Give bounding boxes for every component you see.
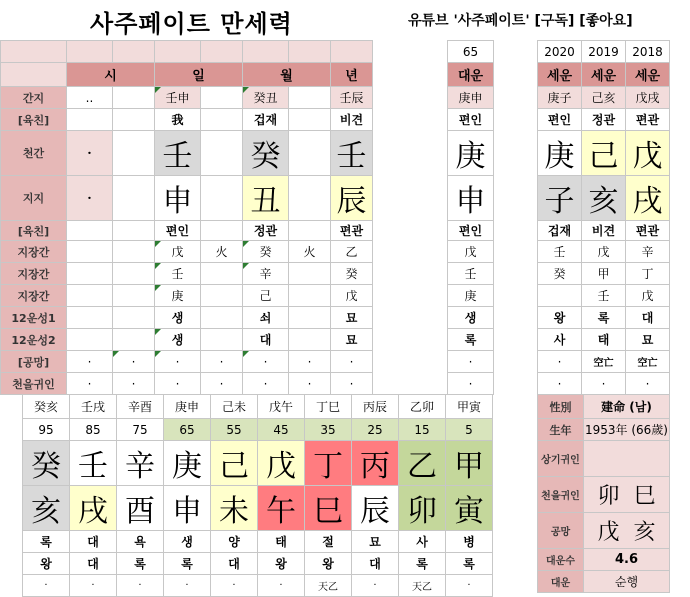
daeun-ganji: 辛酉 [117,395,164,419]
daeun-extra: 天乙 [305,575,352,597]
gongmang-cell: · [243,351,289,373]
jiji-hour: · [67,176,113,221]
daeun-ganji: 戊午 [258,395,305,419]
col-year: 년 [331,63,373,87]
seun-yukchin: 정관 [582,109,626,131]
row-label-gongmang: [공망] [1,351,67,373]
row-label-cheoneul: 천을귀인 [1,373,67,395]
seun-ganji: 戊戌 [626,87,670,109]
cheoneul-value: 卯 [597,484,620,509]
daeun-unseong-1: 생 [448,307,494,329]
daeun-age: 95 [23,419,70,441]
cheoneul-cell: · [201,373,243,395]
seun-gongmang: 空亡 [626,351,670,373]
seun-yukchin: 편관 [626,109,670,131]
daeun-branch: 酉 [117,486,164,531]
yukchin2-day: 편인 [155,221,201,241]
daeunsu-label: 대운수 [538,549,584,571]
cheoneul-cell: · [289,373,331,395]
cheongan-year: 壬 [331,131,373,176]
daeun-ganji: 壬戌 [70,395,117,419]
seun-cheongan: 己 [582,131,626,176]
daeun-list-table [22,394,493,597]
daeun-age: 65 [164,419,211,441]
daeun-unseong-2: 왕 [305,553,352,575]
daeun-unseong-1: 병 [446,531,493,553]
yukchin2-month: 정관 [243,221,289,241]
daeun-stem: 己 [211,441,258,486]
seun-jiji: 戌 [626,176,670,221]
seun-gongmang: · [538,351,582,373]
daeun-stem: 癸 [23,441,70,486]
daeun-ganji: 丁巳 [305,395,352,419]
saju-main-table [0,40,403,395]
seun-unseong: 대 [626,307,670,329]
daeun-jijang-2: 壬 [448,263,494,285]
daeun-age: 85 [70,419,117,441]
ganji-year: 壬辰 [331,87,373,109]
row-label-jijang-1: 지장간 [1,241,67,263]
seun-jijang: 壬 [582,285,626,307]
daeun-branch: 寅 [446,486,493,531]
seun-yukchin: 편인 [538,109,582,131]
row-label-unseong-1: 12운성1 [1,307,67,329]
daeun-unseong-2: 록 [117,553,164,575]
col-day: 일 [155,63,243,87]
seun-unseong: 록 [582,307,626,329]
row-label-ganji: 간지 [1,87,67,109]
daeun-unseong-2: 대 [352,553,399,575]
jijang2-year: 癸 [331,263,373,285]
gongmang-values [584,513,670,549]
daeun-direction-value: 순행 [584,571,670,593]
seun-ganji: 己亥 [582,87,626,109]
jiji-month: 丑 [243,176,289,221]
daeun-ganji: 丙辰 [352,395,399,419]
gongmang-cell: · [67,351,113,373]
jijang3-day: 庚 [155,285,201,307]
daeun-age: 35 [305,419,352,441]
info-panel [537,394,670,593]
daeun-unseong-1: 대 [70,531,117,553]
daeun-unseong-1: 태 [258,531,305,553]
yukchin-month: 겁재 [243,109,289,131]
seun-cheoneul: · [582,373,626,395]
gender-value: 建命 (남) [584,395,670,419]
daeun-extra: · [70,575,117,597]
row-label-jiji: 지지 [1,176,67,221]
row-label-jijang-2: 지장간 [1,263,67,285]
daeun-jijang-1: 戊 [448,241,494,263]
gongmang-value: 戊 [597,520,620,545]
cheoneul-label: 천을귀인 [538,477,584,513]
jijang1-month-extra: 火 [289,241,331,263]
seun-jijang: 丁 [626,263,670,285]
unseong1-month: 쇠 [243,307,289,329]
gongmang-cell: · [113,351,155,373]
daeun-unseong-1: 생 [164,531,211,553]
daeun-unseong-2: 록 [164,553,211,575]
row-label-unseong-2: 12운성2 [1,329,67,351]
daeun-branch: 亥 [23,486,70,531]
daeun-extra: 天乙 [399,575,446,597]
daeun-unseong-2: 왕 [258,553,305,575]
daeun-age: 45 [258,419,305,441]
row-label-jijang-3: 지장간 [1,285,67,307]
seun-jijang: 壬 [538,241,582,263]
daeun-stem: 庚 [164,441,211,486]
daeun-age: 75 [117,419,164,441]
jijang3-month: 己 [243,285,289,307]
daeun-unseong-1: 욕 [117,531,164,553]
daeun-branch: 辰 [352,486,399,531]
daeun-stem: 乙 [399,441,446,486]
daeun-yukchin: 편인 [448,109,494,131]
gender-label: 性別 [538,395,584,419]
yukchin2-year: 편관 [331,221,373,241]
daeun-ganji: 庚申 [448,87,494,109]
page-title: 사주페이트 만세력 [90,10,293,38]
daeun-unseong-2: 왕 [23,553,70,575]
daeun-unseong-1: 록 [23,531,70,553]
daeun-jiji: 申 [448,176,494,221]
seun-jijang: 戊 [626,285,670,307]
gongmang-cell: · [155,351,201,373]
daeun-ganji: 甲寅 [446,395,493,419]
cheoneul-cell: · [331,373,373,395]
seun-jijang: 癸 [538,263,582,285]
daeun-unseong-2: 록 [399,553,446,575]
jiji-day: 申 [155,176,201,221]
seun-ganji: 庚子 [538,87,582,109]
jijang2-month: 辛 [243,263,289,285]
daeun-stem: 丙 [352,441,399,486]
cheoneul-cell: · [113,373,155,395]
daeun-unseong-1: 양 [211,531,258,553]
daeun-unseong-2: 록 [446,553,493,575]
jijang1-month: 癸 [243,241,289,263]
daeun-extra: · [258,575,305,597]
sangi-label: 상기귀인 [538,441,584,477]
cheongan-month: 癸 [243,131,289,176]
gongmang-cell: · [201,351,243,373]
birth-label: 生年 [538,419,584,441]
seun-cheoneul: · [538,373,582,395]
daeun-age: 55 [211,419,258,441]
gongmang-label: 공망 [538,513,584,549]
daeun-branch: 卯 [399,486,446,531]
cheoneul-cell: · [243,373,289,395]
gongmang-cell: · [331,351,373,373]
seun-jijang [538,285,582,307]
yukchin-day: 我 [155,109,201,131]
daeun-branch: 巳 [305,486,352,531]
seun-jiji: 亥 [582,176,626,221]
seun-year: 2019 [582,41,626,63]
cheoneul-cell: · [67,373,113,395]
seun-yukchin-2: 편관 [626,221,670,241]
seun-jiji: 子 [538,176,582,221]
daeun-gongmang: · [448,351,494,373]
daeun-ganji: 己未 [211,395,258,419]
gongmang-cell: · [289,351,331,373]
daeun-branch: 未 [211,486,258,531]
daeun-ganji: 乙卯 [399,395,446,419]
seun-table [537,40,670,395]
daeun-stem: 丁 [305,441,352,486]
daeun-branch: 戌 [70,486,117,531]
cheongan-hour: · [67,131,113,176]
unseong2-year: 묘 [331,329,373,351]
col-hour: 시 [67,63,155,87]
sangi-value [584,441,670,477]
seun-unseong: 왕 [538,307,582,329]
gongmang-value: 亥 [633,520,656,545]
col-month: 월 [243,63,331,87]
daeun-extra: · [352,575,399,597]
seun-cheongan: 庚 [538,131,582,176]
daeun-unseong-2: 대 [70,553,117,575]
seun-cheoneul: · [626,373,670,395]
daeun-extra: · [117,575,164,597]
jijang1-year: 乙 [331,241,373,263]
daeun-cheoneul: · [448,373,494,395]
seun-unseong-2: 묘 [626,329,670,351]
seun-yukchin-2: 비견 [582,221,626,241]
daeun-stem: 辛 [117,441,164,486]
daeun-extra: · [211,575,258,597]
daeun-extra: · [164,575,211,597]
jijang2-day: 壬 [155,263,201,285]
daeun-age: 25 [352,419,399,441]
jijang1-day-extra: 火 [201,241,243,263]
ganji-day: 壬申 [155,87,201,109]
daeun-unseong-1: 묘 [352,531,399,553]
daeun-ganji: 癸亥 [23,395,70,419]
daeun-unseong-1: 사 [399,531,446,553]
unseong2-month: 대 [243,329,289,351]
jiji-year: 辰 [331,176,373,221]
seun-year: 2018 [626,41,670,63]
ganji-month: 癸丑 [243,87,289,109]
daeun-unseong-1: 절 [305,531,352,553]
daeunsu-value: 4.6 [584,549,670,571]
daeun-label: 대운 [448,63,494,87]
daeun-age: 65 [448,41,494,63]
cheoneul-values [584,477,670,513]
cheoneul-value: 巳 [633,484,656,509]
cheoneul-cell: · [155,373,201,395]
daeun-unseong-2: 록 [448,329,494,351]
daeun-unseong-2: 대 [211,553,258,575]
daeun-stem: 壬 [70,441,117,486]
jijang3-year: 戊 [331,285,373,307]
ganji-hour: .. [67,87,113,109]
seun-jijang: 戊 [582,241,626,263]
seun-jijang: 甲 [582,263,626,285]
seun-label: 세운 [582,63,626,87]
seun-gongmang: 空亡 [582,351,626,373]
youtube-notice: 유튜브 '사주페이트' [구독] [좋아요] [408,13,633,29]
row-label-yukchin: [육친] [1,109,67,131]
seun-jijang: 辛 [626,241,670,263]
daeun-stem: 戊 [258,441,305,486]
seun-yukchin-2: 겁재 [538,221,582,241]
seun-year: 2020 [538,41,582,63]
seun-label: 세운 [538,63,582,87]
daeun-branch: 午 [258,486,305,531]
daeun-age: 15 [399,419,446,441]
unseong1-day: 생 [155,307,201,329]
daeun-branch: 申 [164,486,211,531]
daeun-stem: 甲 [446,441,493,486]
unseong2-day: 생 [155,329,201,351]
row-label-cheongan: 천간 [1,131,67,176]
current-daeun-table [447,40,494,395]
jijang1-day: 戊 [155,241,201,263]
daeun-extra: · [446,575,493,597]
seun-cheongan: 戊 [626,131,670,176]
yukchin-year: 비견 [331,109,373,131]
cheongan-day: 壬 [155,131,201,176]
row-label-yukchin-2: [육친] [1,221,67,241]
daeun-cheongan: 庚 [448,131,494,176]
seun-unseong-2: 태 [582,329,626,351]
daeun-yukchin-2: 편인 [448,221,494,241]
birth-value: 1953年 (66歲) [584,419,670,441]
daeun-jijang-3: 庚 [448,285,494,307]
daeun-ganji: 庚申 [164,395,211,419]
seun-unseong-2: 사 [538,329,582,351]
seun-label: 세운 [626,63,670,87]
daeun-age: 5 [446,419,493,441]
unseong1-year: 묘 [331,307,373,329]
daeun-direction-label: 대운 [538,571,584,593]
daeun-extra: · [23,575,70,597]
